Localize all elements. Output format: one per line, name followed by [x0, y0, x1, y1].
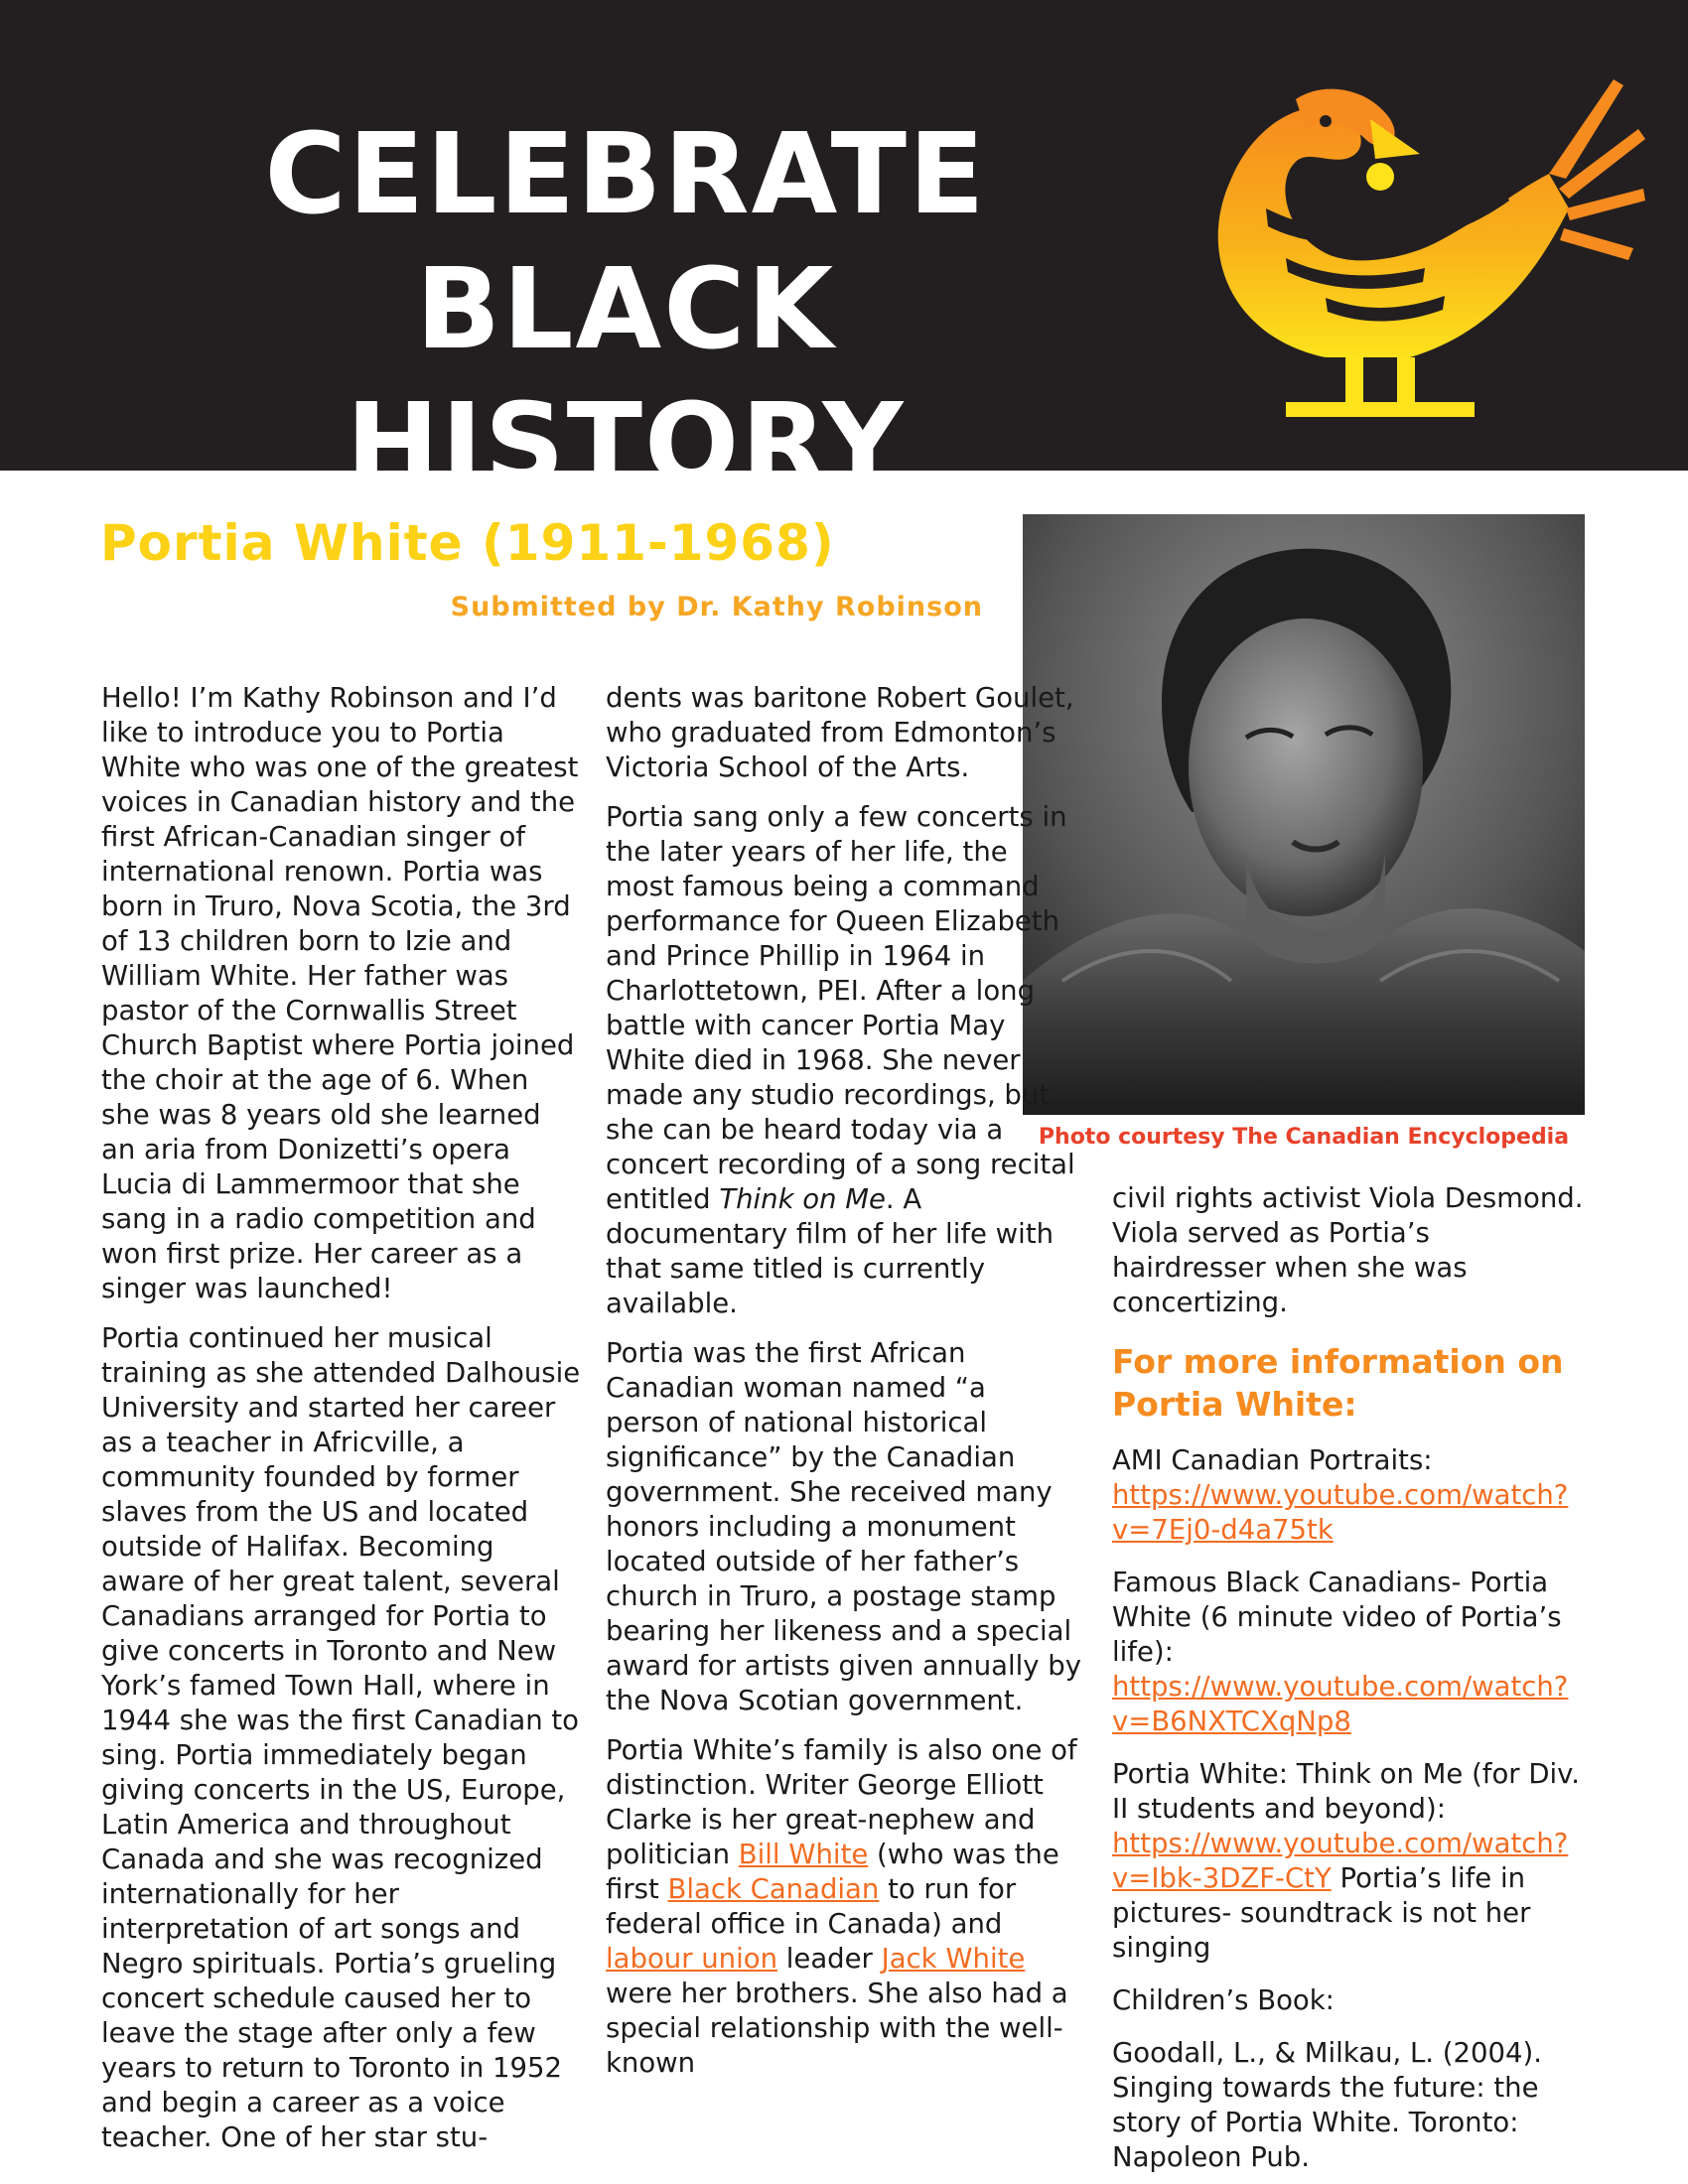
col2-paragraph-2 — [606, 800, 1082, 1321]
submitted-by: Submitted by Dr. Kathy Robinson — [450, 592, 983, 622]
column-2 — [606, 681, 1082, 2081]
col1-paragraph-2: Portia continued her musical training as she attended Dalhousie University and started her career as a teacher in Africville, a community founded by former slaves from the US and located outside of Halifax. Becoming aware of her great talent, several Canadians arranged for Portia to give concerts in Toronto and New York’s famed Town Hall, where in 1944 she was the first Canadian to sing. Portia immediately began giving concerts in the US, Europe, Latin America and throughout Canada and she was recognized internationally for her interpretation of art songs and Negro spirituals. Portia’s grueling concert schedule caused her to leave the stage after only a few years to return to Toronto in 1952 and begin a career as a voice teacher. One of her star stu- — [101, 1322, 581, 2153]
think-on-me-title: Think on Me — [719, 1183, 886, 1215]
column-1 — [101, 681, 583, 2155]
more-info-heading: For more information on Portia White: — [1112, 1342, 1564, 1424]
col2-paragraph-1: dents was baritone Robert Goulet, who graduated from Edmonton’s Victoria School of the Arts. — [606, 682, 1074, 783]
labour-union-link[interactable]: labour union — [606, 1943, 778, 1975]
col2-paragraph-4 — [606, 1733, 1082, 2081]
col1-paragraph-1: Hello! I’m Kathy Robinson and I’d like to introduce you to Portia White who was one of the greatest voices in Canadian history and the first African-Canadian singer of international renown. Portia was born in Truro, Nova Scotia, the 3rd of 13 children born to Izie and William White. Her father was pastor of the Cornwallis Street Church Baptist where Portia joined the choir at the age of 6. When she was 8 years old she learned an aria from Donizetti’s opera Lucia di Lammermoor that she sang in a radio competition and won first prize. Her career as a singer was launched! — [101, 682, 579, 1304]
resource-3-label: Portia White: Think on Me (for Div. II students and beyond): — [1112, 1758, 1581, 1825]
p2-text-after: . A documentary film of her life with that same titled is currently available. — [606, 1183, 1055, 1319]
column-3 — [1112, 1181, 1589, 2175]
col3-paragraph-1: civil rights activist Viola Desmond. Viola served as Portia’s hairdresser when she was concertizing. — [1112, 1182, 1584, 1318]
resource-2-link[interactable]: https://www.youtube.com/watch?v=B6NXTCXqNp8 — [1112, 1671, 1569, 1737]
col2-paragraph-3: Portia was the first African Canadian woman named “a person of national historical significance” by the Canadian government. She received many honors including a monument located outside of her father’s church in Truro, a postage stamp bearing her likeness and a special award for artists given annually by the Nova Scotian government. — [606, 1337, 1082, 1716]
sankofa-bird-icon — [1177, 60, 1653, 427]
title-line-2: HISTORY — [346, 380, 906, 509]
header-banner — [0, 0, 1688, 509]
p2-text-before: Portia sang only a few concerts in the later years of her life, the most famous being a command performance for Queen Elizabeth and Prince Phillip in 1964 in Charlottetown, PEI. After a long battle with cancer Portia May White died in 1968. She never made any studio recordings, but she can be heard today via a concert recording of a song recital entitled — [606, 801, 1075, 1215]
resource-3-link[interactable]: https://www.youtube.com/watch?v=Ibk-3DZF-CtY — [1112, 1828, 1569, 1894]
page-title — [109, 107, 1142, 512]
p4-text-e: were her brothers. She also had a special relationship with the well-known — [606, 1978, 1068, 2079]
article-heading: Portia White (1911-1968) — [100, 514, 835, 572]
resource-3-after: Portia’s life in pictures- soundtrack is not her singing — [1112, 1862, 1531, 1964]
p4-text-b: (who was the first — [606, 1839, 1059, 1905]
resource-2-label: Famous Black Canadians- Portia White (6 minute video of Portia’s life): — [1112, 1567, 1562, 1668]
resource-2 — [1112, 1566, 1589, 1739]
photo-caption: Photo courtesy The Canadian Encyclopedia — [1038, 1125, 1570, 1150]
p4-text-d: leader — [777, 1943, 882, 1975]
resource-1-label: AMI Canadian Portraits: — [1112, 1444, 1433, 1476]
resource-3 — [1112, 1757, 1589, 1966]
p4-text-c: to run for federal office in Canada) and — [606, 1873, 1017, 1940]
p4-text-a: Portia White’s family is also one of distinction. Writer George Elliott Clarke is her great-nephew and politician — [606, 1734, 1077, 1870]
portrait-photo — [1023, 514, 1585, 1115]
title-line-1: CELEBRATE BLACK — [264, 110, 987, 374]
black-canadian-link[interactable]: Black Canadian — [667, 1873, 880, 1905]
childrens-book-label: Children’s Book: — [1112, 1984, 1335, 2016]
book-citation: Goodall, L., & Milkau, L. (2004). Singing towards the future: the story of Portia White. Toronto: Napoleon Pub. — [1112, 2037, 1542, 2173]
resource-1 — [1112, 1443, 1589, 1548]
jack-white-link[interactable]: Jack White — [881, 1943, 1026, 1975]
resource-1-link[interactable]: https://www.youtube.com/watch?v=7Ej0-d4a75tk — [1112, 1479, 1569, 1546]
bill-white-link[interactable]: Bill White — [738, 1839, 869, 1870]
